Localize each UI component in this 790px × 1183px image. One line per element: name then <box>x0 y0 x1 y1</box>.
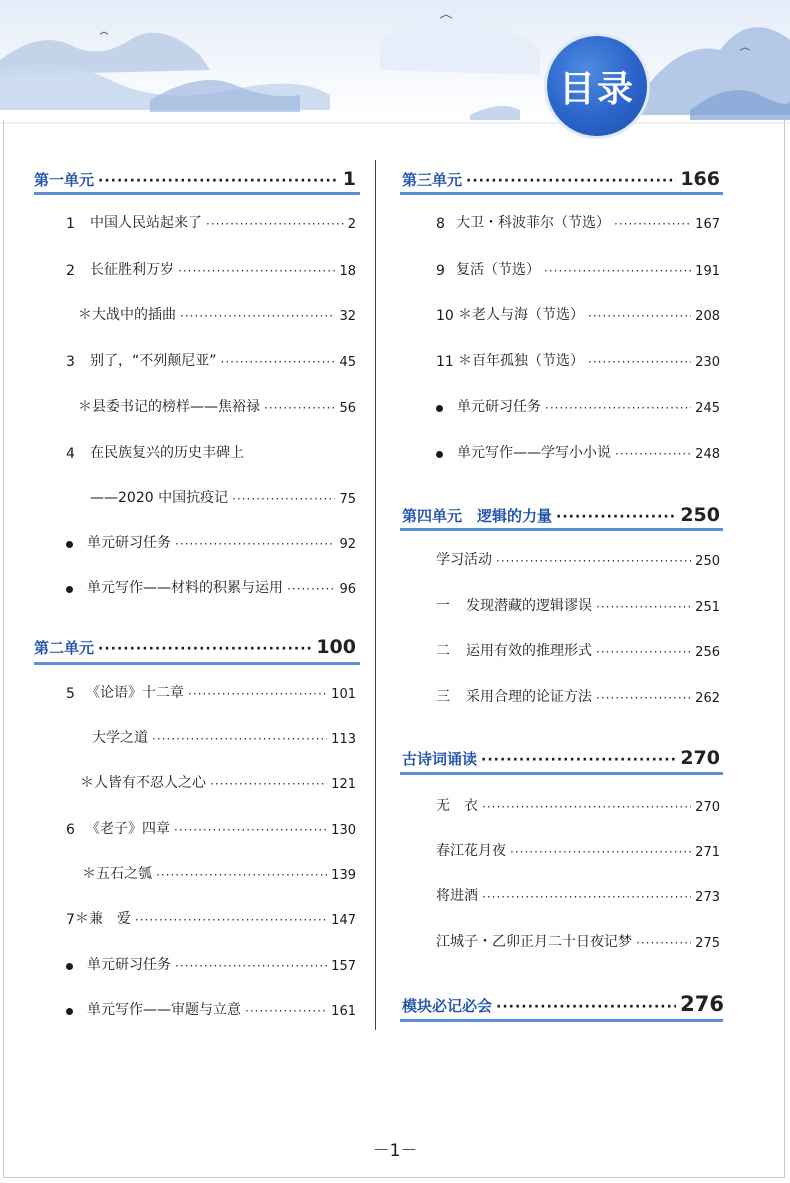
entry-page: 167 <box>695 217 720 232</box>
bullet-icon <box>66 1008 73 1015</box>
unit-label: 模块必记必会 <box>402 997 493 1015</box>
leader-dots <box>178 266 335 276</box>
toc-entry[interactable] <box>436 549 720 569</box>
entry-title: 采用合理的论证方法 <box>466 689 592 705</box>
entry-page: 251 <box>695 600 720 615</box>
entry-title: 复活（节选） <box>456 262 540 278</box>
entry-number: 8 <box>436 216 445 232</box>
entry-page: 56 <box>339 401 356 416</box>
toc-entry[interactable] <box>66 908 356 928</box>
entry-number: 三 <box>436 689 450 705</box>
leader-dots <box>544 266 691 276</box>
entry-title: 《老子》四章 <box>86 821 170 837</box>
entry-page: 130 <box>331 823 356 838</box>
toc-entry[interactable] <box>436 304 720 324</box>
entry-page: 270 <box>695 800 720 815</box>
leader-dots <box>482 802 691 812</box>
page-number: －1－ <box>372 1141 418 1161</box>
bullet-icon <box>66 586 73 593</box>
toc-entry[interactable] <box>436 840 720 860</box>
leader-dots <box>188 689 327 699</box>
unit-heading[interactable] <box>402 747 720 769</box>
entry-title: ＊百年孤独（节选） <box>458 353 584 369</box>
entry-page: 273 <box>695 890 720 905</box>
entry-number: 二 <box>436 643 450 659</box>
leader-dots <box>135 915 327 925</box>
entry-page: 92 <box>339 537 356 552</box>
entry-number: 2 <box>66 263 75 279</box>
entry-title: 在民族复兴的历史丰碑上 <box>90 445 244 461</box>
toc-entry[interactable] <box>436 442 720 462</box>
page-title: 目录 <box>558 68 635 110</box>
leader-dots <box>174 825 327 835</box>
toc-entry[interactable] <box>90 487 356 507</box>
entry-title: 单元研习任务 <box>87 535 171 551</box>
toc-entry[interactable] <box>66 532 356 552</box>
toc-entry[interactable] <box>66 212 356 232</box>
entry-page: 147 <box>331 913 356 928</box>
entry-title: ＊老人与海（节选） <box>458 307 584 323</box>
entry-page: 256 <box>695 645 720 660</box>
toc-entry[interactable] <box>436 212 720 232</box>
unit-underline <box>400 772 723 775</box>
toc-entry[interactable] <box>436 259 720 279</box>
toc-entry[interactable] <box>66 999 356 1019</box>
toc-entry[interactable] <box>436 640 720 660</box>
entry-title: 单元研习任务 <box>87 957 171 973</box>
entry-page: 161 <box>331 1004 356 1019</box>
entry-title: 大学之道 <box>92 730 148 746</box>
leader-dots <box>466 177 676 187</box>
leader-dots <box>588 311 691 321</box>
entry-title: 大卫・科波菲尔（节选） <box>456 215 610 231</box>
toc-entry[interactable] <box>436 686 720 706</box>
toc-entry[interactable] <box>78 396 356 416</box>
unit-page: 166 <box>680 168 720 190</box>
unit-underline <box>400 1019 723 1022</box>
leader-dots <box>596 693 691 703</box>
toc-entry[interactable] <box>66 682 356 702</box>
toc-entry[interactable] <box>78 304 356 324</box>
leader-dots <box>232 494 335 504</box>
leader-dots <box>496 556 691 566</box>
leader-dots <box>496 1003 676 1013</box>
entry-title: 单元研习任务 <box>457 399 541 415</box>
entry-page: 96 <box>339 582 356 597</box>
toc-entry[interactable] <box>436 595 720 615</box>
entry-title: 无 衣 <box>436 798 478 814</box>
toc-entry[interactable] <box>436 396 720 416</box>
leader-dots <box>221 357 336 367</box>
entry-title: 运用有效的推理形式 <box>466 643 592 659</box>
entry-title: ＊五石之瓠 <box>82 866 152 882</box>
entry-page: 262 <box>695 691 720 706</box>
leader-dots <box>175 539 335 549</box>
entry-title: 《论语》十二章 <box>86 685 184 701</box>
leader-dots <box>98 177 339 187</box>
entry-number: 6 <box>66 822 75 838</box>
toc-entry[interactable] <box>436 885 720 905</box>
entry-page: 208 <box>695 309 720 324</box>
leader-dots <box>614 219 691 229</box>
entry-number: 一 <box>436 598 450 614</box>
unit-label: 第四单元 逻辑的力量 <box>402 507 553 525</box>
entry-title: 春江花月夜 <box>436 843 506 859</box>
entry-title: 江城子・乙卯正月二十日夜记梦 <box>436 934 632 950</box>
entry-page: 18 <box>339 264 356 279</box>
entry-title: 单元写作——学写小小说 <box>457 445 611 461</box>
unit-page: 270 <box>680 747 720 769</box>
entry-title: ＊兼 爱 <box>74 911 131 927</box>
entry-page: 101 <box>331 687 356 702</box>
bullet-icon <box>66 963 73 970</box>
entry-title: 将进酒 <box>436 888 478 904</box>
leader-dots <box>545 403 691 413</box>
bullet-icon <box>436 451 443 458</box>
entry-page: 275 <box>695 936 720 951</box>
entry-page: 113 <box>331 732 356 747</box>
unit-heading[interactable] <box>402 992 724 1016</box>
leader-dots <box>175 961 327 971</box>
unit-underline <box>34 662 360 665</box>
entry-number: 7 <box>66 912 75 928</box>
toc-entry[interactable] <box>436 350 720 370</box>
entry-title: ＊大战中的插曲 <box>78 307 176 323</box>
toc-entry[interactable] <box>66 577 356 597</box>
toc-entry[interactable] <box>436 931 720 951</box>
entry-title: ——2020 中国抗疫记 <box>90 490 229 506</box>
leader-dots <box>636 938 691 948</box>
leader-dots <box>588 357 691 367</box>
unit-underline <box>400 528 723 531</box>
entry-page: 230 <box>695 355 720 370</box>
unit-heading[interactable] <box>402 504 720 526</box>
leader-dots <box>481 756 676 766</box>
unit-label: 第三单元 <box>402 171 463 189</box>
leader-dots <box>615 449 691 459</box>
toc-title-badge <box>547 36 647 136</box>
entry-page: 245 <box>695 401 720 416</box>
entry-page: 121 <box>331 777 356 792</box>
toc-entry[interactable] <box>82 863 356 883</box>
toc-entry[interactable] <box>436 795 720 815</box>
entry-title: 长征胜利万岁 <box>90 262 174 278</box>
entry-title: ＊县委书记的榜样——焦裕禄 <box>78 399 260 415</box>
toc-entry[interactable] <box>80 772 356 792</box>
leader-dots <box>180 311 335 321</box>
entry-page: 139 <box>331 868 356 883</box>
entry-page: 250 <box>695 554 720 569</box>
bullet-icon <box>66 541 73 548</box>
unit-underline <box>34 192 360 195</box>
toc-entry[interactable] <box>66 442 356 462</box>
entry-page: 191 <box>695 264 720 279</box>
entry-page: 271 <box>695 845 720 860</box>
leader-dots <box>510 847 691 857</box>
unit-heading[interactable] <box>402 168 720 190</box>
unit-underline <box>400 192 723 195</box>
entry-number: 10 <box>436 308 454 324</box>
entry-title: ＊人皆有不忍人之心 <box>80 775 206 791</box>
toc-entry[interactable] <box>66 350 356 370</box>
unit-page: 100 <box>316 636 356 658</box>
entry-number: 11 <box>436 354 454 370</box>
entry-title: 发现潜藏的逻辑谬误 <box>466 598 592 614</box>
bullet-icon <box>436 405 443 412</box>
entry-page: 157 <box>331 959 356 974</box>
leader-dots <box>206 219 344 229</box>
leader-dots <box>245 1006 327 1016</box>
entry-page: 2 <box>347 217 356 232</box>
leader-dots <box>596 602 691 612</box>
unit-label: 古诗词诵读 <box>402 750 478 768</box>
entry-number: 5 <box>66 686 75 702</box>
leader-dots <box>482 892 691 902</box>
landscape-header-illustration <box>0 0 790 130</box>
unit-heading[interactable] <box>34 636 356 658</box>
unit-page: 276 <box>680 992 724 1016</box>
unit-label: 第一单元 <box>34 171 95 189</box>
leader-dots <box>596 647 691 657</box>
entry-title: 别了，“不列颠尼亚” <box>90 353 217 369</box>
leader-dots <box>264 403 335 413</box>
entry-page: 75 <box>339 492 356 507</box>
entry-number: 4 <box>66 446 75 462</box>
unit-heading[interactable] <box>34 168 356 190</box>
entry-page: 32 <box>339 309 356 324</box>
entry-number: 9 <box>436 263 445 279</box>
leader-dots <box>152 734 327 744</box>
entry-title: 单元写作——审题与立意 <box>87 1002 241 1018</box>
entry-page: 45 <box>339 355 356 370</box>
entry-number: 1 <box>66 216 75 232</box>
toc-entry[interactable] <box>66 818 356 838</box>
entry-page: 248 <box>695 447 720 462</box>
entry-title: 学习活动 <box>436 552 492 568</box>
column-divider <box>375 160 376 1030</box>
leader-dots <box>287 584 335 594</box>
unit-page: 250 <box>680 504 720 526</box>
unit-page: 1 <box>342 168 356 190</box>
entry-title: 单元写作——材料的积累与运用 <box>87 580 283 596</box>
entry-number: 3 <box>66 354 75 370</box>
leader-dots <box>556 513 676 523</box>
leader-dots <box>98 645 312 655</box>
unit-label: 第二单元 <box>34 639 95 657</box>
leader-dots <box>210 779 327 789</box>
toc-entry[interactable] <box>66 259 356 279</box>
entry-title: 中国人民站起来了 <box>90 215 202 231</box>
leader-dots <box>156 870 327 880</box>
toc-entry[interactable] <box>66 954 356 974</box>
toc-entry[interactable] <box>92 727 356 747</box>
